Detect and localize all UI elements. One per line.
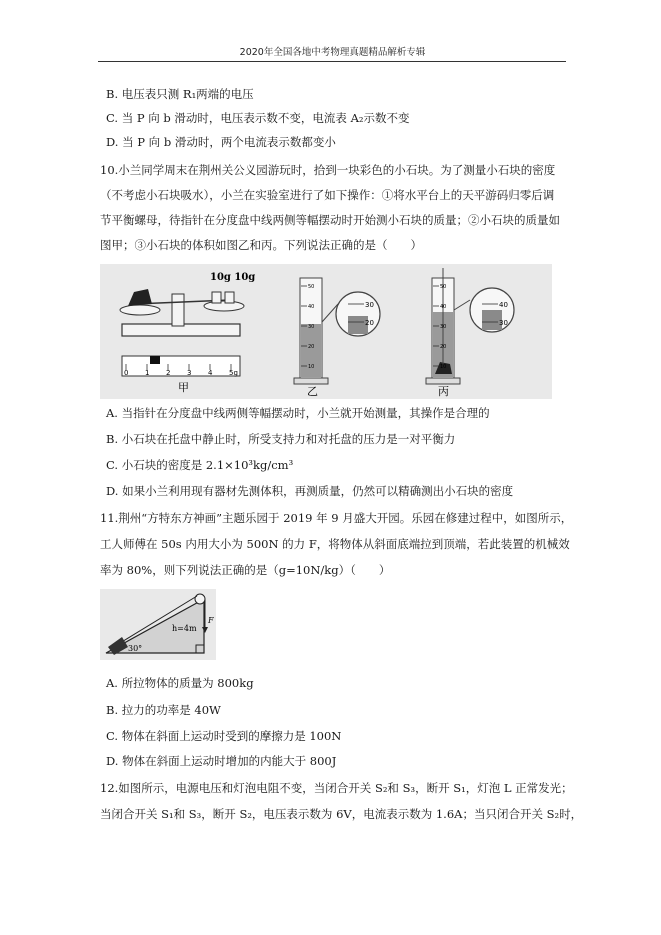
left-pan bbox=[120, 305, 160, 315]
cylinder-tick-label: 50 bbox=[440, 284, 447, 290]
q10-option-c: C. 小石块的密度是 2.1×10³kg/cm³ bbox=[106, 458, 294, 472]
q11-figure-svg bbox=[100, 589, 216, 660]
cylinder-tick-label: 50 bbox=[308, 284, 315, 290]
q9-option-b: B. 电压表只测 R₁两端的电压 bbox=[106, 87, 254, 101]
zoom-tick-label: 30 bbox=[365, 301, 374, 309]
cylinder-tick-label: 40 bbox=[440, 304, 447, 310]
header-divider bbox=[98, 61, 566, 62]
q9-option-d: D. 当 P 向 b 滑动时，两个电流表示数都变小 bbox=[106, 135, 336, 149]
label-jia: 甲 bbox=[178, 381, 189, 394]
label-bing: 丙 bbox=[438, 385, 449, 398]
cylinder-yi bbox=[294, 278, 380, 398]
label-yi: 乙 bbox=[307, 385, 318, 398]
q10-stem-line-4: 图甲；③小石块的体积如图乙和丙。下列说法正确的是（ ） bbox=[100, 238, 422, 252]
cylinder-bing bbox=[426, 268, 514, 398]
q10-option-a: A. 当指针在分度盘中线两侧等幅摆动时，小兰就开始测量，其操作是合理的 bbox=[106, 406, 490, 420]
scale-tick-label: 1 bbox=[145, 369, 150, 377]
cylinder-yi-base bbox=[294, 378, 328, 384]
page-header: 2020年全国各地中考物理真题精品解析专辑 bbox=[239, 47, 426, 58]
angle-label: 30° bbox=[128, 644, 143, 653]
q11-option-d: D. 物体在斜面上运动时增加的内能大于 800J bbox=[106, 754, 337, 768]
q10-stem-line-3: 节平衡螺母，待指针在分度盘中线两侧等幅摆动时开始测小石块的质量；②小石块的质量如 bbox=[100, 213, 560, 227]
q9-option-c: C. 当 P 向 b 滑动时，电压表示数不变，电流表 A₂示数不变 bbox=[106, 111, 410, 125]
q10-stem-line-1: 10.小兰同学周末在荆州关公义园游玩时，拾到一块彩色的小石块。为了测量小石块的密度 bbox=[100, 163, 556, 177]
cylinder-tick-label: 20 bbox=[440, 344, 447, 350]
q10-stem-line-2: （不考虑小石块吸水），小兰在实验室进行了如下操作：①将水平台上的天平游码归零后调 bbox=[100, 188, 555, 202]
zoom-tick-label: 20 bbox=[365, 319, 374, 327]
cylinder-tick-label: 20 bbox=[308, 344, 315, 350]
q11-option-a: A. 所拉物体的质量为 800kg bbox=[106, 676, 254, 690]
scale-tick-label: 5g bbox=[229, 369, 238, 377]
q11-stem-line-3: 率为 80%，则下列说法正确的是（g=10N/kg）（ ） bbox=[100, 563, 391, 577]
scale-tick-label: 4 bbox=[208, 369, 213, 377]
q10-figure bbox=[100, 264, 552, 399]
weight-2 bbox=[225, 292, 234, 303]
zoom-tick-label: 30 bbox=[499, 319, 508, 327]
balance-pillar bbox=[172, 294, 184, 326]
q10-option-d: D. 如果小兰利用现有器材先测体积，再测质量，仍然可以精确测出小石块的密度 bbox=[106, 484, 514, 498]
q10-figure-svg bbox=[100, 264, 552, 399]
q11-figure bbox=[100, 589, 216, 660]
beam-scale bbox=[122, 356, 240, 376]
balance-diagram bbox=[120, 272, 255, 394]
q11-stem-line-1: 11.荆州“方特东方神画”主题乐园于 2019 年 9 月盛大开园。乐园在修建过程中，如图所示， bbox=[100, 511, 573, 525]
q11-option-b: B. 拉力的功率是 40W bbox=[106, 703, 221, 717]
zoom-line-bing bbox=[454, 300, 470, 310]
height-label: h=4m bbox=[172, 624, 197, 633]
cylinder-tick-label: 30 bbox=[308, 324, 315, 330]
cylinder-tick-label: 10 bbox=[308, 364, 315, 370]
weight-1 bbox=[212, 292, 221, 303]
stone-sample bbox=[128, 289, 152, 306]
cylinder-bing-base bbox=[426, 378, 460, 384]
pulley bbox=[195, 594, 205, 604]
right-pan bbox=[204, 301, 244, 311]
weights-label: 10g 10g bbox=[210, 272, 256, 283]
scale-tick-label: 2 bbox=[166, 369, 171, 377]
q10-option-b: B. 小石块在托盘中静止时，所受支持力和对托盘的压力是一对平衡力 bbox=[106, 432, 456, 446]
q11-stem-line-2: 工人师傅在 50s 内用大小为 500N 的力 F，将物体从斜面底端拉到顶端，若此装置的机械效 bbox=[100, 537, 570, 551]
zoom-tick-label: 40 bbox=[499, 301, 508, 309]
rider bbox=[150, 356, 160, 364]
scale-tick-label: 0 bbox=[124, 369, 129, 377]
q12-stem-line-2: 当闭合开关 S₁和 S₃，断开 S₂，电压表示数为 6V，电流表示数为 1.6A；当只闭合开关 S₂时， bbox=[100, 807, 583, 821]
force-label: F bbox=[208, 616, 214, 625]
cylinder-tick-label: 40 bbox=[308, 304, 315, 310]
cylinder-tick-label: 10 bbox=[440, 364, 447, 370]
q11-option-c: C. 物体在斜面上运动时受到的摩擦力是 100N bbox=[106, 729, 342, 743]
q12-stem-line-1: 12.如图所示，电源电压和灯泡电阻不变，当闭合开关 S₂和 S₃，断开 S₁，灯泡 L 正常发光； bbox=[100, 781, 573, 795]
cylinder-tick-label: 30 bbox=[440, 324, 447, 330]
scale-tick-label: 3 bbox=[187, 369, 192, 377]
